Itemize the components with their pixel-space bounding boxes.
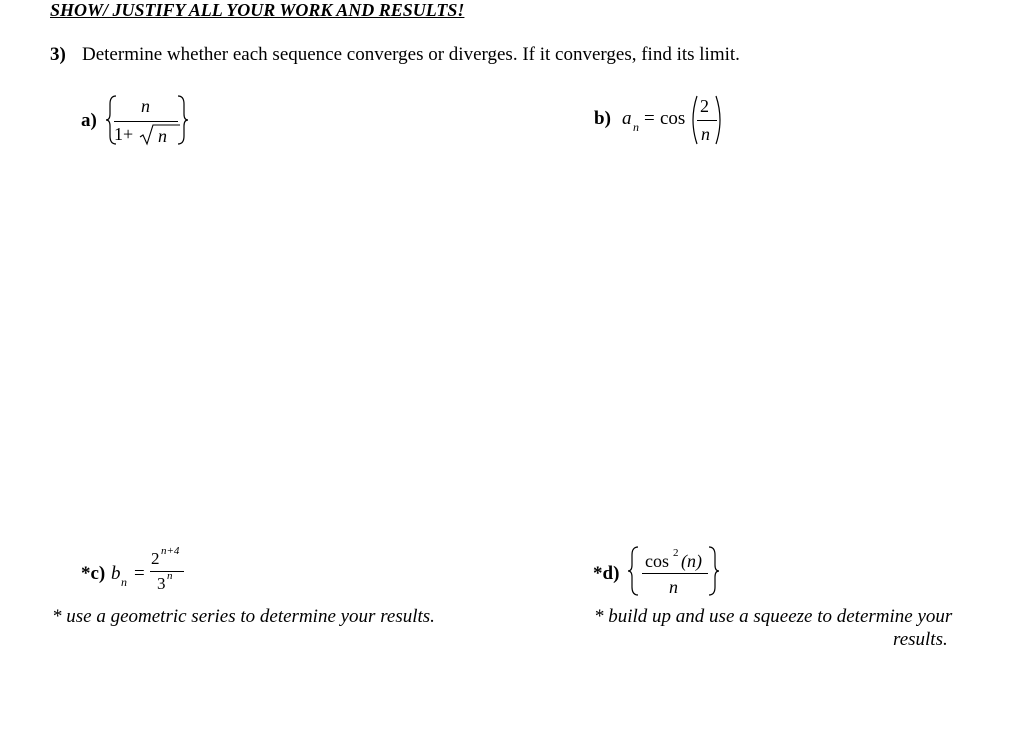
question-text: Determine whether each sequence converges or diverges. If it converges, find its limit. [82, 44, 740, 65]
part-a-label: a) [81, 110, 97, 131]
part-d-num-exp: 2 [673, 547, 679, 559]
part-c-num-exp: n+4 [161, 545, 180, 557]
part-c-den-exp: n [167, 570, 173, 582]
part-a-fraction-bar [114, 121, 178, 122]
part-c-sub: n [121, 575, 127, 589]
part-b-sub: n [633, 120, 639, 134]
part-b-equals: = [644, 108, 655, 129]
part-c-equals: = [134, 563, 145, 584]
note-part-d-line1: * build up and use a squeeze to determine your [594, 606, 953, 627]
right-brace-icon [174, 94, 190, 146]
part-c-label: *c) [81, 563, 106, 584]
part-d-denominator: n [669, 577, 678, 597]
part-a-denominator-one: 1+ [114, 124, 134, 144]
part-c-var: b [111, 563, 121, 584]
part-b-numerator: 2 [700, 96, 709, 116]
part-d-num-arg: (n) [681, 551, 702, 571]
left-brace-icon [626, 545, 642, 597]
part-b-denominator: n [701, 124, 710, 144]
question-number: 3) [50, 44, 66, 65]
part-b-var: a [622, 108, 632, 129]
part-a-numerator: n [141, 96, 150, 116]
note-part-d-line2: results. [893, 629, 948, 650]
part-d-num-func: cos [645, 551, 669, 571]
right-brace-icon [705, 545, 721, 597]
instructions-header: SHOW/ JUSTIFY ALL YOUR WORK AND RESULTS! [50, 0, 465, 20]
right-paren-icon [714, 94, 726, 146]
part-d-fraction-bar [642, 573, 708, 574]
note-part-c: * use a geometric series to determine your results. [52, 606, 435, 627]
part-c-num-base: 2 [151, 549, 160, 568]
part-c-den-base: 3 [157, 574, 166, 593]
part-d-label: *d) [593, 563, 620, 584]
part-b-label: b) [594, 108, 611, 129]
part-b-func: cos [660, 108, 686, 129]
part-a-den-n: n [158, 126, 167, 146]
